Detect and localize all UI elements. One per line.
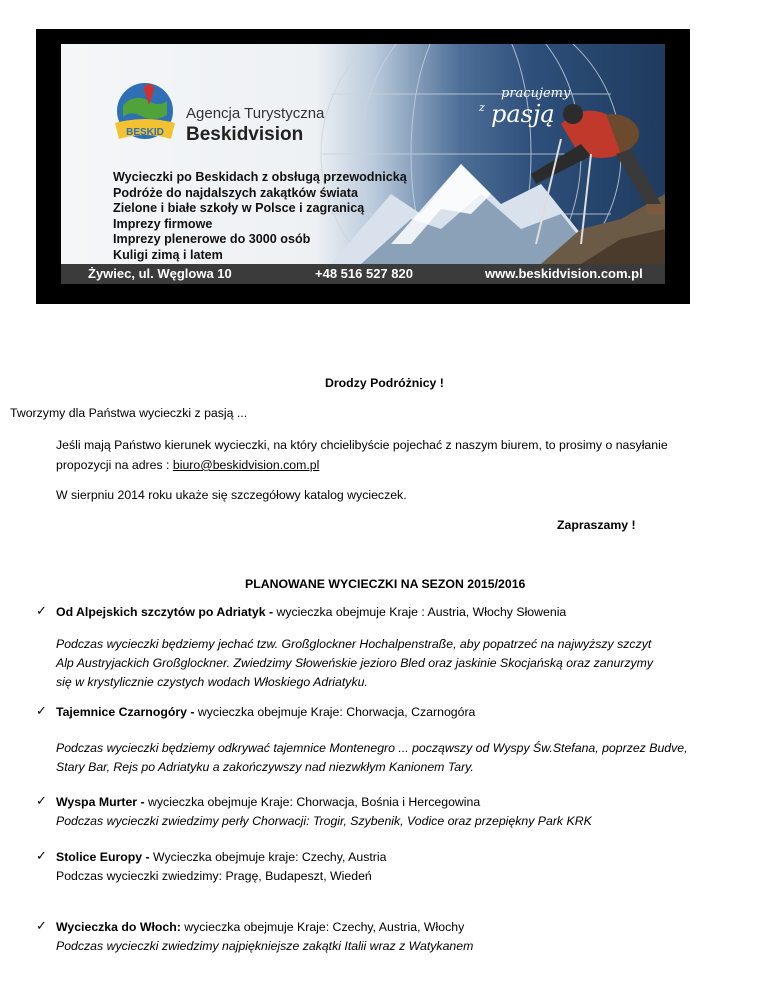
checkmark-icon: ✓ [36,603,47,618]
checkmark-icon: ✓ [36,918,47,933]
slogan-line3: pasją [491,100,555,128]
beskidvision-logo [109,79,181,151]
trip-desc-line: Podczas wycieczki zwiedzimy: Pragę, Budapeszt, Wiedeń [56,869,372,883]
website: www.beskidvision.com.pl [485,266,643,281]
slogan-line1: pracujemy [501,86,571,101]
trip-heading [56,793,480,812]
trip-info: wycieczka obejmuje Kraje: Chorwacja, Czarnogóra [197,705,476,719]
trip-title: Stolice Europy - [56,850,154,864]
checkmark-icon: ✓ [36,793,47,808]
trip-info: wycieczka obejmuje Kraje : Austria, Włochy Słowenia [276,605,567,619]
intro-line4: W sierpniu 2014 roku ukaże się szczegółowy katalog wycieczek. [56,488,407,502]
agency-name-line2: Beskidvision [186,124,304,145]
trip-title: Wycieczka do Włoch: [56,920,185,934]
offer-item: Zielone i białe szkoły w Polsce i zagranicą [113,201,365,216]
trip-desc-line: się w krystylicznie czystych wodach Włoskiego Adriatyku. [56,675,368,689]
trip-desc-line: Podczas wycieczki zwiedzimy perły Chorwacji: Trogir, Szybenik, Vodice oraz przepiękny Park KRK [56,814,592,828]
offer-item: Podróże do najdalszych zakątków świata [113,185,358,200]
trip-info: wycieczka obejmuje Kraje: Chorwacja, Bośnia i Hercegowina [148,795,481,809]
trip-desc-line: Podczas wycieczki zwiedzimy najpiękniejsze zakątki Italii wraz z Watykanem [56,939,474,953]
email-link[interactable]: biuro@beskidvision.com.pl [172,458,320,472]
intro-line1: Tworzymy dla Państwa wycieczki z pasją ... [10,406,248,420]
trip-desc-line: Alp Austryjackich Großglockner. Zwiedzimy Słoweńskie jezioro Bled oraz jaskinie Skocjańską oraz zanurzymy [56,656,654,670]
offer-item: Wycieczki po Beskidach z obsługą przewodnicką [113,170,407,184]
logo-wordmark: BESKID [126,127,164,138]
slogan-line2: z [479,101,485,114]
intro-line3 [56,456,319,475]
trip-title: Od Alpejskich szczytów po Adriatyk - [56,605,277,619]
trip-title: Wyspa Murter - [56,795,149,809]
trip-info: wycieczka obejmuje Kraje: Czechy, Austria, Włochy [184,920,465,934]
trip-info: Wycieczka obejmuje kraje: Czechy, Austria [153,850,387,864]
checkmark-icon: ✓ [36,703,47,718]
trip-heading [56,603,566,622]
trip-desc-line: Podczas wycieczki będziemy jechać tzw. Großglockner Hochalpenstraße, aby popatrzeć na najwyższy szczyt [56,637,652,651]
offer-item: Imprezy plenerowe do 3000 osób [113,232,311,247]
phone: +48 516 527 820 [315,266,413,281]
invite: Zapraszamy ! [557,518,636,532]
address: Żywiec, ul. Węglowa 10 [88,266,232,281]
greeting: Drodzy Podróżnicy ! [325,376,444,390]
trip-heading [56,918,464,937]
offer-item: Imprezy firmowe [113,216,213,231]
intro-line3-prefix: propozycji na adres : [56,458,173,472]
advert-banner [36,29,690,304]
offer-item: Kuligi zimą i latem [113,247,223,262]
trip-desc-line: Stary Bar, Rejs po Adriatyku a zakończywszy nad niezwkłym Kanionem Tary. [56,760,474,774]
trip-heading [56,703,475,722]
banner-image-area [61,44,665,284]
section-title: PLANOWANE WYCIECZKI NA SEZON 2015/2016 [245,577,526,591]
offers-list [113,170,407,264]
trip-desc-line: Podczas wycieczki będziemy odkrywać tajemnice Montenegro ... począwszy od Wyspy Św.Stefana, poprzez Budve, [56,741,688,755]
intro-line2: Jeśli mają Państwo kierunek wycieczki, na który chcielibyście pojechać z naszym biurem, to prosimy o nasyłanie [56,438,668,452]
agency-name-line1: Agencja Turystyczna [186,105,325,122]
contact-bar [61,264,665,284]
checkmark-icon: ✓ [36,848,47,863]
trip-heading [56,848,386,867]
trip-title: Tajemnice Czarnogóry - [56,705,198,719]
